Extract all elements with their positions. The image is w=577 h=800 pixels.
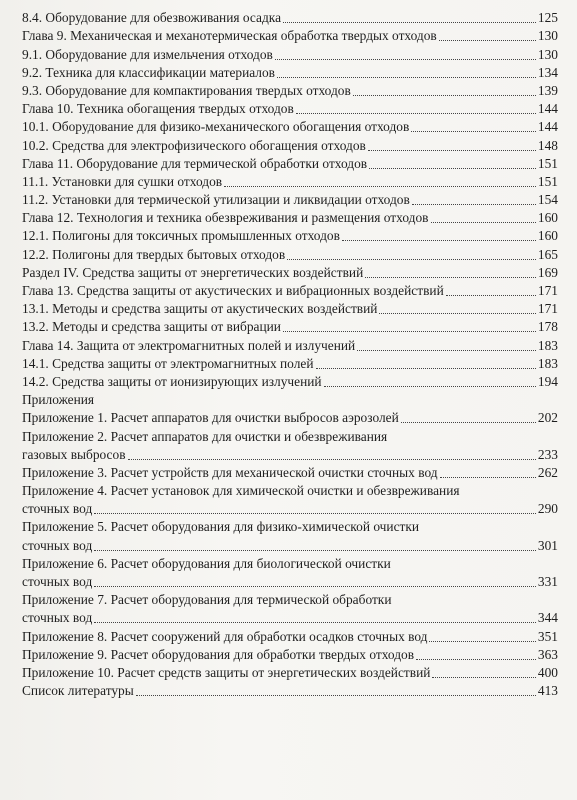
toc-entry-title: Приложение 10. Расчет средств защиты от энергетических воздействий [22, 664, 431, 680]
toc-page-number: 363 [537, 646, 558, 662]
toc-entry-title-continuation: сточных вод [22, 574, 93, 589]
toc-page-number: 178 [537, 319, 558, 335]
toc-entry [22, 45, 558, 63]
dot-leader [283, 331, 536, 332]
toc-page-number: 130 [537, 28, 558, 44]
toc-page-number: 290 [537, 501, 558, 517]
toc-page-number: 139 [537, 82, 558, 98]
toc-entry [22, 409, 558, 427]
dot-leader [283, 22, 536, 23]
dot-leader [412, 204, 536, 205]
dot-leader [401, 422, 536, 423]
dot-leader [429, 641, 535, 642]
toc-entry-title: Приложение 7. Расчет оборудования для термической обработки [22, 592, 392, 608]
toc-entry-title: 13.2. Методы и средства защиты от вибрации [22, 319, 281, 335]
dot-leader [432, 677, 536, 678]
toc-entry [22, 391, 558, 409]
toc-entry [22, 191, 558, 209]
toc-entry [22, 555, 558, 573]
dot-leader [353, 95, 536, 96]
toc-entry [22, 27, 558, 45]
toc-entry-title: Глава 11. Оборудование для термической обработки отходов [22, 155, 368, 171]
table-of-contents [22, 9, 558, 700]
toc-entry-title: Приложение 3. Расчет устройств для механической очистки сточных вод [22, 464, 438, 480]
toc-entry [22, 318, 558, 336]
dot-leader [446, 295, 536, 296]
toc-entry-title: 11.1. Установки для сушки отходов [22, 173, 223, 189]
dot-leader [365, 277, 536, 278]
toc-page-number: 183 [537, 337, 558, 353]
toc-entry [22, 82, 558, 100]
toc-page-number: 233 [537, 446, 558, 462]
toc-page-number: 151 [537, 173, 558, 189]
dot-leader [357, 350, 536, 351]
toc-page-number: 183 [537, 355, 558, 371]
dot-leader [94, 513, 536, 514]
toc-entry-title: Список литературы [22, 683, 134, 699]
toc-page-number: 344 [537, 610, 558, 626]
toc-entry-title: Глава 14. Защита от электромагнитных полей и излучений [22, 337, 356, 353]
toc-entry [22, 9, 558, 27]
toc-entry [22, 173, 558, 191]
toc-entry [22, 209, 558, 227]
toc-entry [22, 427, 558, 445]
toc-entry-title: Приложение 8. Расчет сооружений для обработки осадков сточных вод [22, 628, 428, 644]
toc-entry-title-continuation: сточных вод [22, 537, 93, 553]
toc-page-number: 148 [537, 137, 558, 153]
toc-entry-title: Глава 9. Механическая и механотермическая обработка твердых отходов [22, 28, 437, 44]
toc-entry-title: Приложение 9. Расчет оборудования для обработки твердых отходов [22, 646, 415, 662]
toc-page-number: 160 [537, 210, 558, 226]
toc-entry-title: Приложение 1. Расчет аппаратов для очистки выбросов аэрозолей [22, 410, 399, 426]
toc-entry-continuation [22, 446, 558, 464]
dot-leader [316, 368, 536, 369]
dot-leader [440, 477, 536, 478]
toc-page-number: 171 [537, 283, 558, 298]
dot-leader [136, 695, 536, 696]
toc-entry [22, 627, 558, 645]
toc-entry-title: Приложения [22, 392, 95, 408]
toc-entry [22, 664, 558, 682]
toc-entry-title: Раздел IV. Средства защиты от энергетических воздействий [22, 264, 364, 280]
toc-entry-title: 9.2. Техника для классификации материалов [22, 64, 276, 80]
toc-entry-title: Приложение 4. Расчет установок для химической очистки и обезвреживания [22, 483, 460, 499]
toc-entry [22, 518, 558, 536]
toc-entry [22, 264, 558, 282]
toc-entry-title: Приложение 2. Расчет аппаратов для очистки и обезвреживания [22, 428, 388, 444]
toc-entry [22, 646, 558, 664]
toc-page-number: 413 [537, 683, 558, 699]
toc-page-number: 151 [537, 155, 558, 171]
toc-entry [22, 245, 558, 263]
toc-entry-title: 10.1. Оборудование для физико-механического обогащения отходов [22, 119, 410, 135]
toc-entry [22, 118, 558, 136]
toc-entry [22, 355, 558, 373]
toc-entry-title-continuation: сточных вод [22, 501, 93, 517]
toc-entry-title: 14.2. Средства защиты от ионизирующих излучений [22, 373, 322, 389]
dot-leader [128, 459, 536, 460]
toc-entry-title: 9.3. Оборудование для компактирования твердых отходов [22, 82, 351, 98]
dot-leader [368, 150, 536, 151]
toc-page-number: 351 [537, 628, 558, 644]
toc-page-number: 169 [537, 264, 558, 280]
toc-entry-title: Глава 12. Технология и техника обезвреживания и размещения отходов [22, 210, 429, 226]
toc-entry [22, 464, 558, 482]
toc-page-number: 144 [537, 119, 558, 135]
toc-page-number: 262 [537, 464, 558, 480]
toc-page-number: 301 [537, 537, 558, 553]
toc-entry-title: 12.1. Полигоны для токсичных промышленных отходов [22, 228, 340, 244]
toc-page-number: 171 [537, 301, 558, 317]
toc-entry-continuation [22, 573, 558, 591]
toc-entry [22, 336, 558, 354]
toc-entry [22, 136, 558, 154]
dot-leader [277, 77, 536, 78]
toc-entry-title: 14.1. Средства защиты от электромагнитных полей [22, 355, 314, 371]
toc-page-number: 160 [537, 228, 558, 244]
toc-page-number: 194 [537, 373, 558, 389]
dot-leader [411, 131, 536, 132]
dot-leader [369, 168, 536, 169]
toc-page-number: 134 [537, 64, 558, 80]
toc-entry [22, 64, 558, 82]
toc-entry-title-continuation: газовых выбросов [22, 446, 126, 462]
toc-entry [22, 482, 558, 500]
dot-leader [94, 586, 536, 587]
dot-leader [431, 222, 536, 223]
toc-entry [22, 155, 558, 173]
toc-entry-title: 11.2. Установки для термической утилизации и ликвидации отходов [22, 192, 410, 208]
toc-entry-title: 12.2. Полигоны для твердых бытовых отходов [22, 246, 286, 262]
toc-entry-title: Глава 13. Средства защиты от акустических и вибрационных воздействий [22, 283, 444, 298]
toc-page-number: 400 [537, 664, 558, 680]
dot-leader [94, 622, 536, 623]
toc-page-number: 125 [537, 10, 558, 26]
toc-entry-title: 8.4. Оборудование для обезвоживания осадка [22, 10, 282, 26]
toc-entry-continuation [22, 536, 558, 554]
toc-entry [22, 373, 558, 391]
dot-leader [379, 313, 535, 314]
toc-page-number: 202 [537, 410, 558, 426]
dot-leader [439, 40, 536, 41]
dot-leader [296, 113, 536, 114]
toc-entry [22, 682, 558, 700]
toc-entry-continuation [22, 500, 558, 518]
toc-entry [22, 100, 558, 118]
toc-entry [22, 227, 558, 245]
toc-entry [22, 300, 558, 318]
toc-page-number: 130 [537, 46, 558, 62]
toc-page-number: 154 [537, 192, 558, 208]
dot-leader [224, 186, 536, 187]
dot-leader [287, 259, 536, 260]
toc-entry-title: Приложение 5. Расчет оборудования для физико-химической очистки [22, 519, 420, 535]
dot-leader [275, 59, 536, 60]
toc-page-number: 331 [537, 574, 558, 589]
toc-entry-title: 9.1. Оборудование для измельчения отходов [22, 46, 273, 62]
dot-leader [342, 240, 536, 241]
toc-entry [22, 591, 558, 609]
toc-entry-title-continuation: сточных вод [22, 610, 93, 626]
dot-leader [324, 386, 536, 387]
toc-page-number: 165 [537, 246, 558, 262]
toc-entry-title: 13.1. Методы и средства защиты от акустических воздействий [22, 301, 378, 317]
toc-entry-continuation [22, 609, 558, 627]
toc-entry [22, 282, 558, 300]
dot-leader [94, 550, 536, 551]
toc-page-number: 144 [537, 101, 558, 117]
toc-entry-title: Приложение 6. Расчет оборудования для биологической очистки [22, 555, 391, 571]
toc-entry-title: Глава 10. Техника обогащения твердых отходов [22, 101, 294, 117]
dot-leader [416, 659, 536, 660]
toc-entry-title: 10.2. Средства для электрофизического обогащения отходов [22, 137, 366, 153]
